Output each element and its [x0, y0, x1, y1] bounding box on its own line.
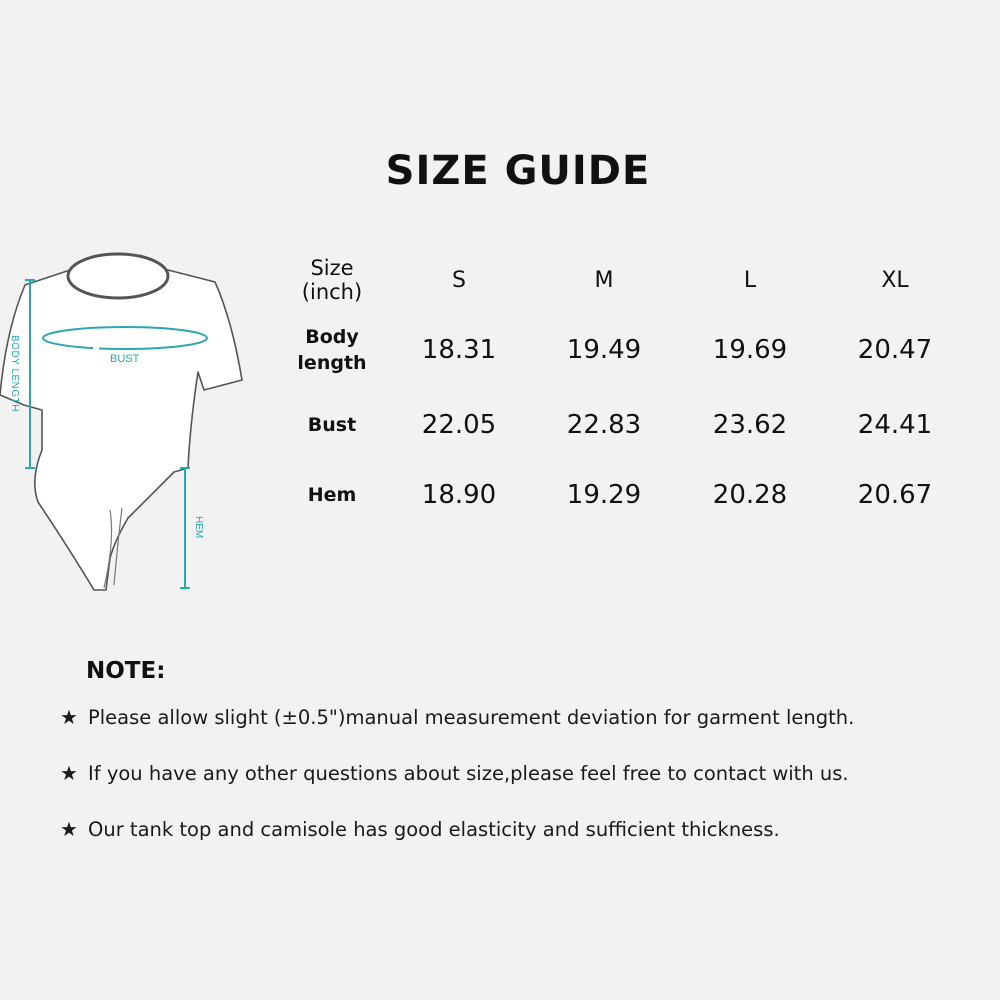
size-col-xl: XL [881, 267, 909, 293]
hem-arrow [180, 468, 190, 588]
table-cell: 18.31 [421, 335, 497, 365]
table-row-body-length [270, 310, 970, 390]
table-cell: 24.41 [857, 410, 933, 440]
note-title: NOTE: [86, 658, 166, 684]
page-title: SIZE GUIDE [385, 148, 651, 194]
row-label-bust: Bust [307, 414, 357, 436]
size-header-text: Size [310, 256, 354, 280]
star-icon: ★ [60, 761, 78, 785]
garment-diagram [0, 240, 250, 600]
row-label-line: length [297, 352, 367, 374]
note-text: Please allow slight (±0.5")manual measurement deviation for garment length. [88, 705, 855, 729]
star-icon: ★ [60, 817, 78, 841]
size-col-m: M [594, 267, 614, 293]
note-item [60, 756, 960, 790]
shirt-outline [0, 270, 242, 590]
neck-outline [68, 254, 168, 298]
table-header-row [270, 250, 970, 310]
body-length-label: BODY LENGTH [9, 335, 20, 412]
table-cell: 19.49 [566, 335, 642, 365]
table-cell: 20.67 [857, 480, 933, 510]
bust-label: BUST [110, 353, 140, 365]
table-cell: 18.90 [421, 480, 497, 510]
unit-header-text: (inch) [301, 280, 363, 304]
size-table [270, 250, 970, 530]
table-cell: 23.62 [712, 410, 788, 440]
row-label-body-length [270, 310, 394, 390]
note-text: If you have any other questions about size,please feel free to contact with us. [88, 761, 849, 785]
table-cell: 22.83 [566, 410, 642, 440]
note-item [60, 700, 960, 734]
size-col-l: L [743, 267, 757, 293]
table-cell: 22.05 [421, 410, 497, 440]
star-icon: ★ [60, 705, 78, 729]
table-cell: 19.29 [566, 480, 642, 510]
table-row-bust [270, 390, 970, 460]
note-item [60, 812, 960, 846]
table-row-hem [270, 460, 970, 530]
row-label-line: Body [305, 326, 359, 348]
table-cell: 20.47 [857, 335, 933, 365]
row-label-hem: Hem [307, 484, 357, 506]
table-cell: 19.69 [712, 335, 788, 365]
size-header-label [270, 250, 394, 310]
note-text: Our tank top and camisole has good elasticity and sufficient thickness. [88, 817, 780, 841]
table-cell: 20.28 [712, 480, 788, 510]
size-col-s: S [452, 267, 466, 293]
hem-label: HEM [193, 516, 204, 539]
